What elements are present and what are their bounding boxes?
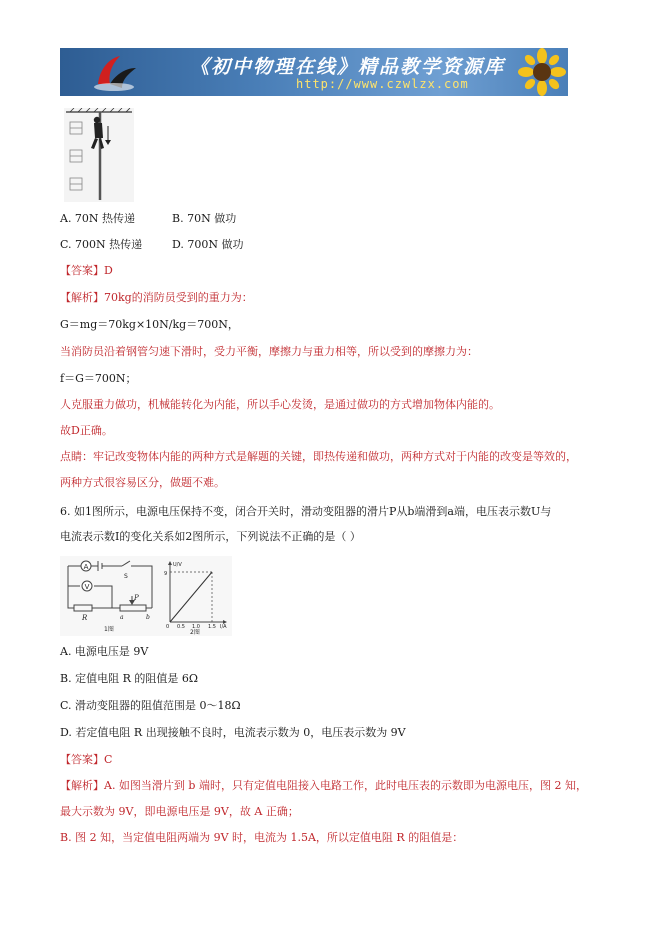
figure-1-caption: 1图 bbox=[104, 626, 114, 633]
q6-analysis-line-2: 最大示数为 9V，即电源电压是 9V，故 A 正确； bbox=[60, 805, 299, 818]
q5-tip-line-1: 点睛：牢记改变物体内能的两种方式是解题的关键，即热传递和做功，两种方式对于内能的改变是等效的， bbox=[60, 450, 577, 463]
header-banner bbox=[60, 48, 568, 96]
graph-x-tick: 0.5 bbox=[177, 624, 185, 630]
banner-url: http://www.czwlzx.com bbox=[296, 77, 469, 91]
q5-formula-2: f＝G＝700N； bbox=[60, 372, 137, 385]
banner-title: 《初中物理在线》精品教学资源库 bbox=[190, 56, 506, 78]
ammeter-label: A bbox=[83, 563, 89, 571]
q5-formula-1: G＝mg＝70kg×10N/kg＝700N， bbox=[60, 318, 239, 331]
q5-option-b: B. 70N 做功 bbox=[172, 212, 237, 225]
q5-analysis-line-1: 【解析】70kg的消防员受到的重力为： bbox=[60, 291, 253, 304]
voltmeter-label: V bbox=[84, 583, 90, 591]
graph-y-axis-label: U/V bbox=[173, 562, 182, 568]
q6-option-b: B. 定值电阻 R 的阻值是 6Ω bbox=[60, 672, 198, 685]
figure-2-caption: 2图 bbox=[190, 629, 200, 636]
q5-answer: 【答案】D bbox=[60, 264, 113, 277]
firefighter-pole-figure bbox=[64, 108, 134, 202]
q5-analysis-line-4: 故D正确。 bbox=[60, 424, 113, 437]
end-b-label: b bbox=[146, 614, 150, 621]
graph-x-tick: 1.5 bbox=[208, 624, 216, 630]
q6-analysis-line-3: B. 图 2 知，当定值电阻两端为 9V 时，电流为 1.5A，所以定值电阻 R 的阻值是： bbox=[60, 831, 464, 844]
graph-y-tick: 9 bbox=[164, 571, 168, 577]
switch-label: S bbox=[124, 573, 128, 580]
circuit-and-graph-figure bbox=[60, 556, 232, 636]
q5-option-a: A. 70N 热传递 bbox=[60, 212, 136, 225]
q6-option-a: A. 电源电压是 9V bbox=[60, 645, 149, 658]
sunflower-icon bbox=[518, 48, 566, 96]
q5-analysis-line-2: 当消防员沿着钢管匀速下滑时，受力平衡，摩擦力与重力相等，所以受到的摩擦力为： bbox=[60, 345, 478, 358]
q6-stem-line-2: 电流表示数I的变化关系如2图所示，下列说法不正确的是（ ） bbox=[60, 530, 361, 543]
logo-icon bbox=[90, 54, 138, 92]
resistor-label: R bbox=[82, 614, 88, 622]
end-a-label: a bbox=[120, 614, 124, 621]
q6-option-d: D. 若定值电阻 R 出现接触不良时，电流表示数为 0，电压表示数为 9V bbox=[60, 726, 406, 739]
slider-label: P bbox=[134, 594, 139, 602]
q6-stem-line-1: 6. 如1图所示，电源电压保持不变，闭合开关时，滑动变阻器的滑片P从b端滑到a端，电压表示数U与 bbox=[60, 505, 552, 518]
graph-x-axis-label: I/A bbox=[220, 624, 227, 630]
q6-option-c: C. 滑动变阻器的阻值范围是 0～18Ω bbox=[60, 699, 241, 712]
q6-analysis-line-1: 【解析】A. 如图当滑片到 b 端时，只有定值电阻接入电路工作，此时电压表的示数即为电源电压，图 2 知， bbox=[60, 779, 587, 792]
graph-x-tick: 1.0 bbox=[192, 624, 200, 630]
q5-tip-line-2: 两种方式很容易区分，做题不难。 bbox=[60, 476, 225, 489]
q5-analysis-line-3: 人克服重力做功，机械能转化为内能，所以手心发烫，是通过做功的方式增加物体内能的。 bbox=[60, 398, 500, 411]
q6-answer: 【答案】C bbox=[60, 753, 113, 766]
graph-origin-label: 0 bbox=[166, 624, 170, 630]
q5-option-d: D. 700N 做功 bbox=[172, 238, 244, 251]
q5-option-c: C. 700N 热传递 bbox=[60, 238, 143, 251]
